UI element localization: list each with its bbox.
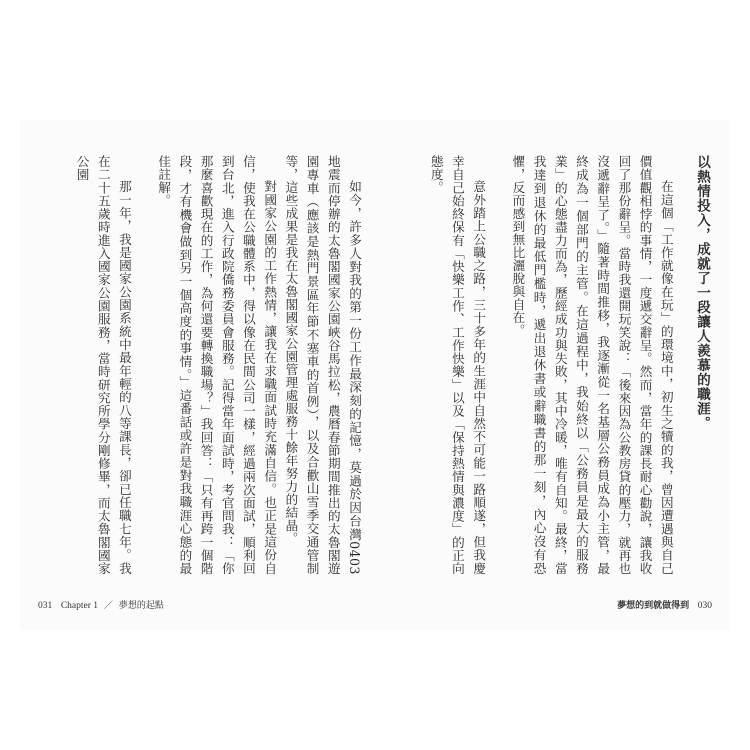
left-page-footer	[38, 598, 164, 611]
right-page	[375, 120, 730, 630]
book-spread	[20, 120, 730, 630]
body-paragraph: 如今，許多人對我的第一份工作最深刻的記憶，莫過於因台灣0403地震而停辦的太魯閣國家公園峽谷馬拉松，農曆春節期間推出的太魯閣遊園專車（應該是熱門景區年節不塞車的首例），以及合歡山雪季交通管制等，這些成果是我在太魯閣國家公園管理處服務十餘年努力的結晶。	[283, 155, 362, 575]
page-number: 030	[697, 601, 712, 611]
left-page	[20, 120, 375, 630]
chapter-label: Chapter 1	[60, 601, 99, 611]
footer-separator: ／	[103, 601, 113, 611]
page-number: 031	[38, 601, 53, 611]
right-page-body	[408, 155, 712, 575]
right-page-footer	[617, 598, 712, 611]
section-heading: 以熱情投入，成就了一段讓人羨慕的職涯。	[694, 155, 710, 431]
body-paragraph: 意外踏上公職之路，三十多年的生涯中自然不可能一路順遂，但我慶幸自己始終保有「快樂工作、工作快樂」以及「保持熱情與濃度」的正向態度。	[428, 155, 487, 575]
body-paragraph: 在這個「工作就像在玩」的環境中，初生之犢的我，曾因遭遇與自己價值觀相悖的事情，一度遞交辭呈。然而，當年的課長耐心勸說，讓我收回了那份辭呈。當時我還開玩笑說：「後來因為公教房貸的壓力，就再也沒遞辭呈了。」隨著時間推移，我逐漸從一名基層公務員成為小主管，最終成為一個部門的主管。在這過程中，我始終以「公務員是最大的服務業」的心態盡力而為，歷經成功與失敗，其中冷暖，唯有自知。最終，當我達到退休的最低門檻時，遞出退休書或辭職書的那一刻，內心沒有恐懼，反而感到無比灑脫與自在。	[510, 155, 674, 575]
body-paragraph: 那一年，我是國家公園系統中最年輕的八等課長，卻已任職七年。我在二十五歲時進入國家公園服務，當時研究所學分剛修畢，而太魯閣國家公園	[74, 155, 132, 575]
left-page-body	[53, 155, 365, 575]
chapter-title-running-head: 夢想的起點	[118, 601, 164, 611]
body-paragraph: 對國家公園的工作熱情，讓我在求職面試時充滿自信。也正是這份自信，使我在公職體系中，得以像在民間公司一樣，經過兩次面試，順利回到台北，進入行政院僑務委員會服務。記得當年面試時，考官問我：「你那麼喜歡現在的工作，為何還要轉換職場？」我回答：「只有再跨一個階段，才有機會做到另一個高度的事情。」這番話或許是對我職涯心態的最佳註解。	[156, 155, 278, 575]
book-title-running-head: 夢想的到就做得到	[617, 601, 690, 611]
